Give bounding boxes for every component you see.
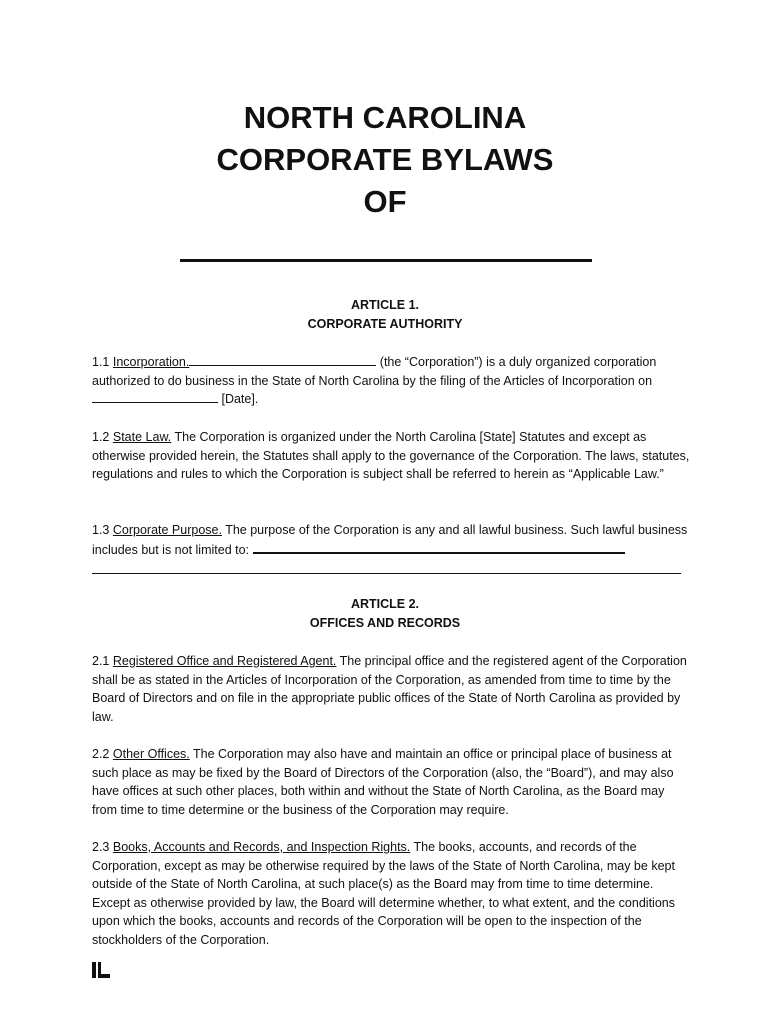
blank-field — [189, 353, 376, 366]
article-2-header — [0, 595, 770, 633]
purpose-blank-line — [92, 573, 681, 574]
title-line-1: NORTH CAROLINA — [243, 100, 527, 135]
section-1-1 — [92, 353, 692, 409]
section-label: Books, Accounts and Records, and Inspection Rights. — [112, 840, 411, 854]
section-2-3 — [92, 838, 692, 950]
document-title — [0, 97, 770, 223]
section-number: 1.3 — [92, 523, 110, 537]
section-text: The principal office and the registered agent of the Corporation shall be as stated in the Articles of Incorporation of the Corporation, as amended from time to time by the Board of Directors and on file in the appropriate public offices of the State of North Carolina as provided by law. — [92, 654, 687, 724]
section-text: The books, accounts, and records of the Corporation, except as may be otherwise required by the laws of the State of North Carolina, may be kept outside of the State of North Carolina, at such place(s) as the Board may from time to time determine. Except as otherwise provided by law, the Board will determine whether, to what extent, and the conditions upon which the books, accounts and records of the Corporation will be open to the inspection of the stockholders of the Corporation. — [92, 840, 675, 947]
section-2-2 — [92, 745, 692, 819]
article-1-number: ARTICLE 1. — [350, 298, 420, 312]
legal-templates-logo-icon — [92, 962, 110, 978]
section-label: Registered Office and Registered Agent. — [112, 654, 337, 668]
section-label: Other Offices. — [112, 747, 190, 761]
section-2-1 — [92, 652, 692, 726]
corporation-name-blank — [180, 259, 592, 262]
section-label: Corporate Purpose. — [112, 523, 222, 537]
section-number: 1.2 — [92, 430, 110, 444]
section-text: The purpose of the Corporation is any and all lawful business. Such lawful business includes but is not limited to: — [92, 523, 688, 557]
section-number: 2.1 — [92, 654, 110, 668]
blank-field — [253, 540, 625, 554]
section-number: 2.2 — [92, 747, 110, 761]
section-text: (the “Corporation”) is a duly organized corporation authorized to do business in the State of North Carolina by the filing of the Articles of Incorporation on — [92, 355, 657, 388]
article-1-header — [0, 296, 770, 334]
blank-field — [92, 390, 218, 403]
article-2-number: ARTICLE 2. — [350, 597, 420, 611]
section-1-2 — [92, 428, 692, 484]
section-number: 1.1 — [92, 355, 110, 369]
article-2-heading: OFFICES AND RECORDS — [309, 616, 461, 630]
section-text: The Corporation may also have and maintain an office or principal place of business at such place as may be fixed by the Board of Directors of the Corporation (also, the “Board”), and may also have offices at such other places, both within and without the State of North Carolina, as the Board may from time to time determine or the business of the Corporation may require. — [92, 747, 674, 817]
article-1-heading: CORPORATE AUTHORITY — [307, 317, 463, 331]
section-label: State Law. — [112, 430, 172, 444]
section-text: The Corporation is organized under the North Carolina [State] Statutes and except as otherwise provided herein, the Statutes shall apply to the governance of the Corporation. The laws, statutes, regulations and rules to which the Corporation is subject shall be referred to herein as “Applicable Law.” — [92, 430, 690, 482]
title-line-3: OF — [363, 184, 407, 219]
section-text: [Date]. — [218, 392, 259, 407]
title-line-2: CORPORATE BYLAWS — [216, 142, 554, 177]
section-label: Incorporation. — [112, 355, 190, 369]
section-1-3 — [92, 521, 692, 559]
section-number: 2.3 — [92, 840, 110, 854]
